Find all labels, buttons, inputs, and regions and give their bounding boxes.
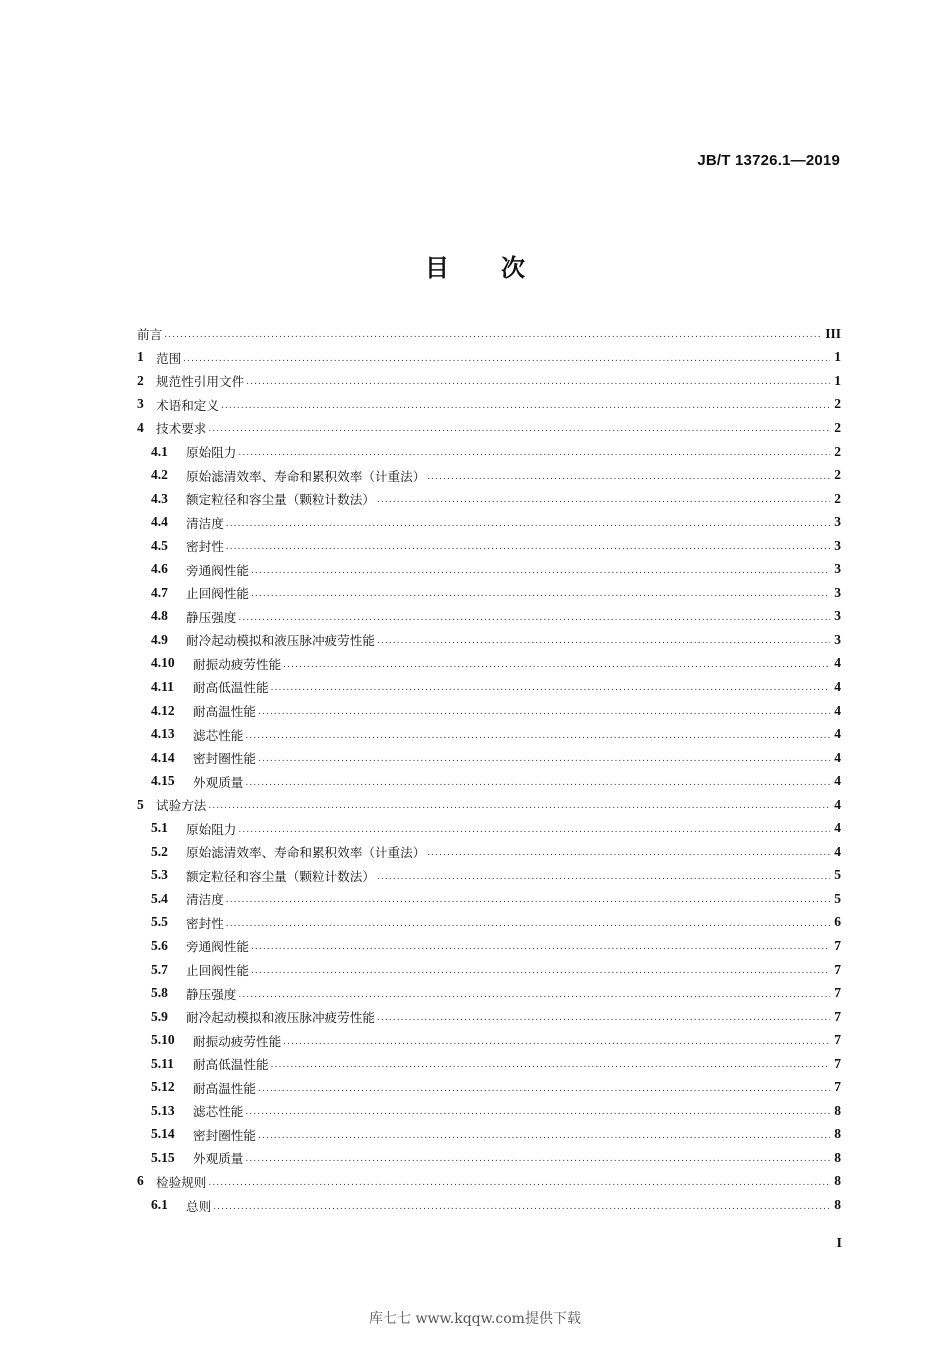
toc-entry-page: 4 xyxy=(834,678,841,694)
toc-dot-leader xyxy=(208,797,830,812)
toc-entry-page: 5 xyxy=(834,890,841,906)
toc-entry-page: 7 xyxy=(834,985,841,1001)
toc-entry-label: 额定粒径和容尘量（颗粒计数法） xyxy=(186,492,375,508)
toc-entry[interactable] xyxy=(137,416,841,440)
toc-entry-page: 7 xyxy=(834,1055,841,1071)
toc-entry[interactable] xyxy=(137,769,841,793)
toc-entry-label: 耐高温性能 xyxy=(193,704,256,720)
toc-entry-label: 密封性 xyxy=(186,539,224,555)
toc-entry[interactable] xyxy=(137,557,841,581)
toc-entry[interactable] xyxy=(137,510,841,534)
toc-entry-number: 4.7 xyxy=(151,584,168,600)
toc-entry-page: 5 xyxy=(834,867,841,883)
toc-entry-label: 前言 xyxy=(137,327,163,343)
toc-entry[interactable] xyxy=(137,346,841,370)
toc-entry[interactable] xyxy=(137,369,841,393)
toc-entry-label: 止回阀性能 xyxy=(186,963,249,979)
toc-dot-leader xyxy=(245,774,830,789)
toc-dot-leader xyxy=(427,468,830,483)
toc-entry[interactable] xyxy=(137,793,841,817)
toc-entry-number: 3 xyxy=(137,396,144,412)
toc-entry-label: 耐高低温性能 xyxy=(193,680,269,696)
toc-entry[interactable] xyxy=(137,393,841,417)
toc-entry-page: 4 xyxy=(834,655,841,671)
toc-entry-page: 4 xyxy=(834,726,841,742)
toc-dot-leader xyxy=(271,1056,830,1071)
toc-entry[interactable] xyxy=(137,628,841,652)
toc-entry-page: 4 xyxy=(834,773,841,789)
toc-entry-page: 4 xyxy=(834,749,841,765)
toc-entry-page: 2 xyxy=(834,419,841,435)
toc-entry-number: 4.13 xyxy=(151,726,175,742)
toc-entry-label: 止回阀性能 xyxy=(186,586,249,602)
toc-entry-page: 4 xyxy=(834,702,841,718)
toc-entry-label: 范围 xyxy=(156,350,182,366)
toc-dot-leader xyxy=(245,1150,830,1165)
toc-entry-label: 总则 xyxy=(186,1198,212,1214)
page-number: I xyxy=(836,1236,842,1251)
toc-dot-leader xyxy=(251,962,830,977)
toc-entry-page: 6 xyxy=(834,914,841,930)
toc-dot-leader xyxy=(251,562,830,577)
toc-dot-leader xyxy=(238,986,830,1001)
toc-dot-leader xyxy=(164,326,822,341)
toc-dot-leader xyxy=(271,679,830,694)
toc-entry-page: 2 xyxy=(834,396,841,412)
toc-dot-leader xyxy=(427,844,830,859)
toc-entry-label: 滤芯性能 xyxy=(193,727,244,743)
toc-entry[interactable] xyxy=(137,1193,841,1217)
toc-entry[interactable] xyxy=(137,1028,841,1052)
toc-entry[interactable] xyxy=(137,722,841,746)
toc-entry-label: 静压强度 xyxy=(186,986,237,1002)
toc-entry-label: 耐振动疲劳性能 xyxy=(193,656,282,672)
standard-code: JB/T 13726.1—2019 xyxy=(697,152,840,169)
toc-entry-page: 7 xyxy=(834,1079,841,1095)
toc-entry-page: 2 xyxy=(834,467,841,483)
toc-dot-leader xyxy=(238,821,830,836)
toc-entry-label: 密封圈性能 xyxy=(193,751,256,767)
toc-entry-page: 3 xyxy=(834,631,841,647)
toc-entry-page: 3 xyxy=(834,608,841,624)
toc-entry-number: 4.9 xyxy=(151,631,168,647)
toc-entry-number: 4 xyxy=(137,419,144,435)
toc-entry-number: 5.3 xyxy=(151,867,168,883)
toc-dot-leader xyxy=(377,491,830,506)
toc-entry-page: 8 xyxy=(834,1173,841,1189)
toc-entry[interactable] xyxy=(137,1052,841,1076)
toc-entry-page: 7 xyxy=(834,961,841,977)
toc-entry-label: 旁通阀性能 xyxy=(186,939,249,955)
toc-entry-number: 5.7 xyxy=(151,961,168,977)
toc-entry-number: 5.6 xyxy=(151,937,168,953)
toc-entry-number: 1 xyxy=(137,349,144,365)
toc-dot-leader xyxy=(251,585,830,600)
toc-entry-label: 耐冷起动模拟和液压脉冲疲劳性能 xyxy=(186,633,375,649)
toc-entry-page: 3 xyxy=(834,584,841,600)
toc-entry[interactable] xyxy=(137,1123,841,1147)
toc-dot-leader xyxy=(226,515,830,530)
toc-entry-number: 4.15 xyxy=(151,773,175,789)
toc-entry[interactable] xyxy=(137,440,841,464)
toc-entry-number: 4.10 xyxy=(151,655,175,671)
toc-entry-label: 滤芯性能 xyxy=(193,1104,244,1120)
toc-entry[interactable] xyxy=(137,958,841,982)
toc-entry-number: 4.4 xyxy=(151,514,168,530)
toc-entry[interactable] xyxy=(137,605,841,629)
toc-entry[interactable] xyxy=(137,1170,841,1194)
toc-entry-page: III xyxy=(825,325,841,341)
toc-entry-label: 清洁度 xyxy=(186,892,224,908)
toc-entry-number: 5.14 xyxy=(151,1126,175,1142)
toc-entry-label: 原始滤清效率、寿命和累积效率（计重法） xyxy=(186,468,426,484)
toc-entry-number: 5.10 xyxy=(151,1032,175,1048)
toc-entry-label: 密封性 xyxy=(186,915,224,931)
toc-entry-number: 5.5 xyxy=(151,914,168,930)
toc-entry-label: 原始阻力 xyxy=(186,445,237,460)
toc-dot-leader xyxy=(238,444,830,459)
toc-entry-label: 密封圈性能 xyxy=(193,1127,256,1143)
toc-entry-number: 4.8 xyxy=(151,608,168,624)
toc-entry-page: 7 xyxy=(834,1008,841,1024)
toc-entry-number: 4.6 xyxy=(151,561,168,577)
toc-entry-label: 静压强度 xyxy=(186,609,237,625)
toc-entry[interactable] xyxy=(137,652,841,676)
toc-entry-number: 2 xyxy=(137,372,144,388)
toc-entry[interactable] xyxy=(137,581,841,605)
toc-entry-page: 8 xyxy=(834,1149,841,1165)
toc-dot-leader xyxy=(258,750,830,765)
toc-entry-label: 技术要求 xyxy=(156,421,207,437)
toc-dot-leader xyxy=(226,915,830,930)
toc-entry-label: 旁通阀性能 xyxy=(186,562,249,578)
toc-entry-label: 原始滤清效率、寿命和累积效率（计重法） xyxy=(186,845,426,861)
toc-entry-page: 8 xyxy=(834,1102,841,1118)
toc-entry-page: 8 xyxy=(834,1197,841,1212)
toc-entry-page: 8 xyxy=(834,1126,841,1142)
toc-entry[interactable] xyxy=(137,911,841,935)
toc-entry-label: 检验规则 xyxy=(156,1174,207,1190)
toc-entry[interactable] xyxy=(137,981,841,1005)
toc-entry-label: 清洁度 xyxy=(186,515,224,531)
toc-entry[interactable] xyxy=(137,1076,841,1100)
toc-dot-leader xyxy=(208,1174,830,1189)
toc-entry-page: 2 xyxy=(834,443,841,459)
toc-entry-label: 耐冷起动模拟和液压脉冲疲劳性能 xyxy=(186,1010,375,1026)
toc-dot-leader xyxy=(238,609,830,624)
toc-entry-label: 原始阻力 xyxy=(186,821,237,837)
toc-dot-leader xyxy=(245,1103,830,1118)
toc-entry-number: 5.11 xyxy=(151,1055,174,1071)
toc-entry-number: 5.2 xyxy=(151,843,168,859)
toc-entry-number: 4.14 xyxy=(151,749,175,765)
toc-dot-leader xyxy=(377,1009,830,1024)
toc-entry[interactable] xyxy=(137,463,841,487)
toc-entry-label: 额定粒径和容尘量（颗粒计数法） xyxy=(186,868,375,884)
toc-dot-leader xyxy=(226,538,830,553)
toc-entry[interactable] xyxy=(137,675,841,699)
toc-entry-number: 4.1 xyxy=(151,443,168,459)
toc-entry-label: 外观质量 xyxy=(193,1151,244,1167)
toc-dot-leader xyxy=(245,727,830,742)
toc-dot-leader xyxy=(377,868,830,883)
toc-dot-leader xyxy=(208,420,830,435)
toc-entry-label: 试验方法 xyxy=(156,798,207,814)
toc-dot-leader xyxy=(283,656,830,671)
toc-entry[interactable] xyxy=(137,746,841,770)
toc-entry-page: 3 xyxy=(834,561,841,577)
toc-entry-number: 5.15 xyxy=(151,1149,175,1165)
toc-dot-leader xyxy=(183,350,830,365)
toc-entry-number: 4.5 xyxy=(151,537,168,553)
toc-entry[interactable] xyxy=(137,699,841,723)
toc-entry-number: 5.1 xyxy=(151,820,168,836)
toc-entry-number: 4.12 xyxy=(151,702,175,718)
toc-entry-label: 外观质量 xyxy=(193,774,244,790)
toc-entry[interactable] xyxy=(137,864,841,888)
toc-dot-leader xyxy=(226,891,830,906)
toc-entry[interactable] xyxy=(137,1005,841,1029)
toc-entry-label: 规范性引用文件 xyxy=(156,374,245,390)
toc-entry[interactable] xyxy=(137,322,841,346)
toc-entry-number: 4.11 xyxy=(151,678,174,694)
toc-entry-number: 6.1 xyxy=(151,1197,168,1212)
table-of-contents xyxy=(137,322,841,1217)
toc-entry-number: 5.9 xyxy=(151,1008,168,1024)
toc-entry-page: 3 xyxy=(834,514,841,530)
toc-entry-label: 耐高低温性能 xyxy=(193,1057,269,1073)
toc-dot-leader xyxy=(258,703,830,718)
toc-entry-page: 4 xyxy=(834,843,841,859)
toc-entry-number: 6 xyxy=(137,1173,144,1189)
toc-entry[interactable] xyxy=(137,840,841,864)
toc-entry[interactable] xyxy=(137,1146,841,1170)
toc-entry-number: 5.13 xyxy=(151,1102,175,1118)
toc-dot-leader xyxy=(377,632,830,647)
toc-entry-page: 3 xyxy=(834,537,841,553)
toc-entry-page: 4 xyxy=(834,820,841,836)
toc-entry-number: 5 xyxy=(137,796,144,812)
toc-entry[interactable] xyxy=(137,887,841,911)
toc-entry-number: 4.3 xyxy=(151,490,168,506)
toc-entry[interactable] xyxy=(137,1099,841,1123)
toc-entry-page: 1 xyxy=(834,349,841,365)
watermark-text: 库七七 www.kqqw.com提供下载 xyxy=(369,1311,581,1327)
toc-entry[interactable] xyxy=(137,934,841,958)
toc-dot-leader xyxy=(283,1033,830,1048)
toc-entry-page: 2 xyxy=(834,490,841,506)
toc-entry[interactable] xyxy=(137,816,841,840)
toc-entry-page: 4 xyxy=(834,796,841,812)
toc-entry-number: 5.12 xyxy=(151,1079,175,1095)
toc-entry-label: 耐高温性能 xyxy=(193,1080,256,1096)
toc-entry[interactable] xyxy=(137,487,841,511)
toc-entry-label: 耐振动疲劳性能 xyxy=(193,1033,282,1049)
toc-dot-leader xyxy=(251,938,830,953)
toc-dot-leader xyxy=(221,397,830,412)
toc-entry-page: 7 xyxy=(834,1032,841,1048)
toc-dot-leader xyxy=(258,1127,830,1142)
page-title: 目次 xyxy=(425,254,577,282)
toc-entry-page: 1 xyxy=(834,372,841,388)
toc-entry-number: 5.8 xyxy=(151,985,168,1001)
toc-dot-leader xyxy=(258,1080,830,1095)
toc-entry-label: 术语和定义 xyxy=(156,397,219,413)
toc-entry-number: 4.2 xyxy=(151,467,168,483)
toc-entry-page: 7 xyxy=(834,937,841,953)
toc-entry-number: 5.4 xyxy=(151,890,168,906)
toc-dot-leader xyxy=(246,373,830,388)
toc-dot-leader xyxy=(213,1198,830,1213)
toc-entry[interactable] xyxy=(137,534,841,558)
